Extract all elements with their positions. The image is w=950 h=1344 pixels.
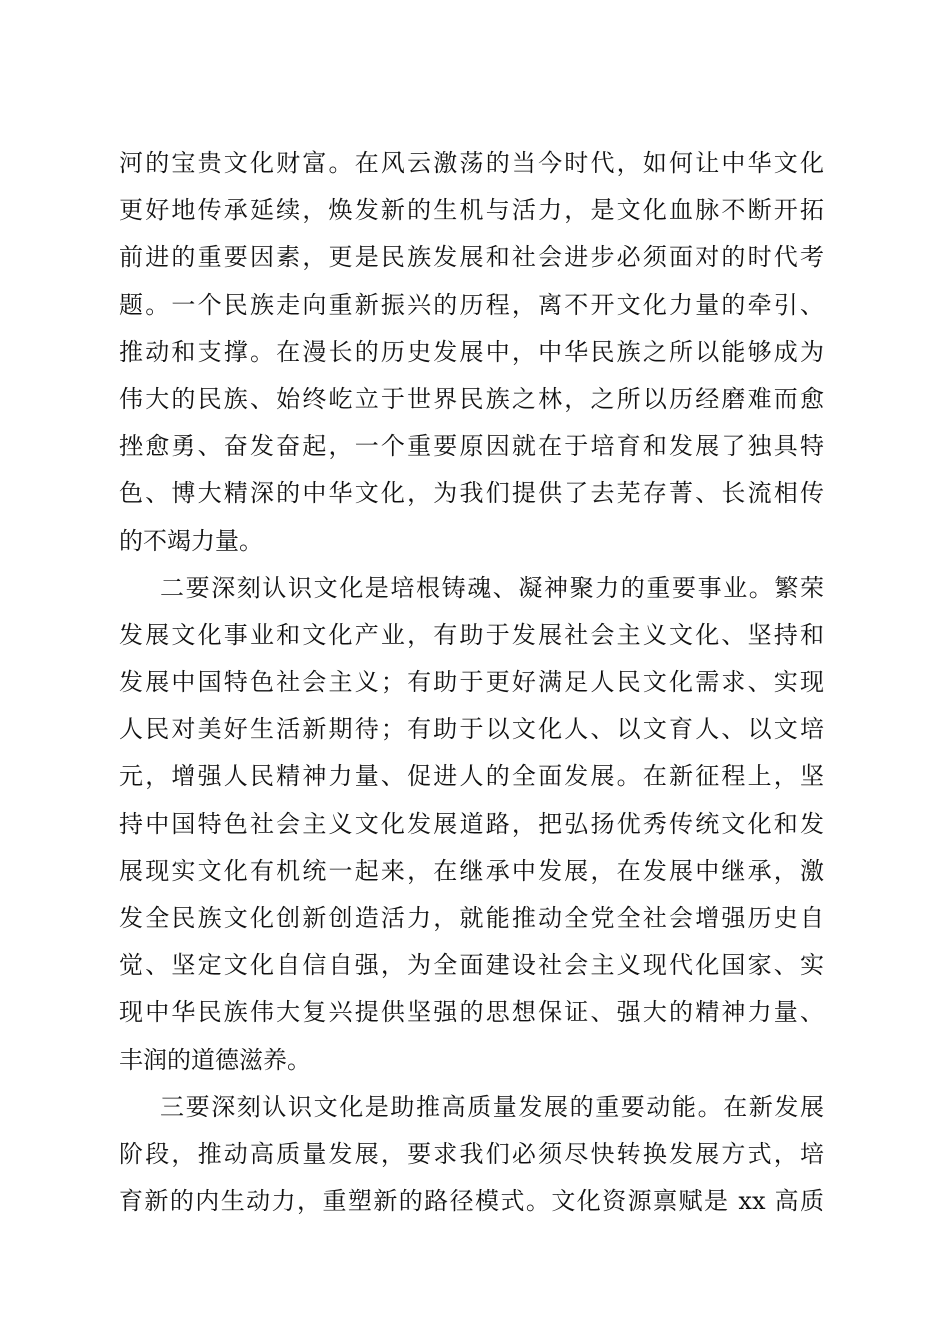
text-line-last: 丰润的道德滋养。 [119,1045,311,1074]
text-line: 阶段，推动高质量发展，要求我们必须尽快转换发展方式，培 [119,1139,824,1168]
text-line: 发展文化事业和文化产业，有助于发展社会主义文化、坚持和 [119,620,824,649]
text-line: 育新的内生动力，重塑新的路径模式。文化资源禀赋是 xx 高质 [119,1187,824,1216]
text-line: 挫愈勇、奋发奋起，一个重要原因就在于培育和发展了独具特 [119,432,824,461]
paragraph-continuation [119,140,824,565]
text-line: 发展中国特色社会主义；有助于更好满足人民文化需求、实现 [119,668,824,697]
text-line: 发全民族文化创新创造活力，就能推动全党全社会增强历史自 [119,904,824,932]
text-line: 展现实文化有机统一起来，在继承中发展，在发展中继承，激 [119,856,824,885]
text-line: 前进的重要因素，更是民族发展和社会进步必须面对的时代考 [119,243,824,272]
text-line-first: 三要深刻认识文化是助推高质量发展的重要动能。在新发展 [160,1092,824,1121]
text-line: 题。一个民族走向重新振兴的历程，离不开文化力量的牵引、 [119,290,824,319]
paragraph-three [119,1084,824,1226]
document-body [119,140,824,1225]
text-line: 元，增强人民精神力量、促进人的全面发展。在新征程上，坚 [119,762,824,791]
text-line: 色、博大精深的中华文化，为我们提供了去芜存菁、长流相传 [119,479,824,508]
text-line: 河的宝贵文化财富。在风云激荡的当今时代，如何让中华文化 [119,149,824,177]
text-line-last: 的不竭力量。 [119,526,263,555]
text-line: 推动和支撑。在漫长的历史发展中，中华民族之所以能够成为 [119,337,824,366]
text-line: 人民对美好生活新期待；有助于以文化人、以文育人、以文培 [119,715,824,744]
text-line: 更好地传承延续，焕发新的生机与活力，是文化血脉不断开拓 [119,196,824,225]
text-line: 持中国特色社会主义文化发展道路，把弘扬优秀传统文化和发 [119,809,824,838]
paragraph-two [119,565,824,1084]
text-line: 现中华民族伟大复兴提供坚强的思想保证、强大的精神力量、 [119,998,824,1027]
text-line: 觉、坚定文化自信自强，为全面建设社会主义现代化国家、实 [119,951,824,980]
text-line: 伟大的民族、始终屹立于世界民族之林，之所以历经磨难而愈 [119,384,824,413]
text-line-first: 二要深刻认识文化是培根铸魂、凝神聚力的重要事业。繁荣 [160,573,824,602]
